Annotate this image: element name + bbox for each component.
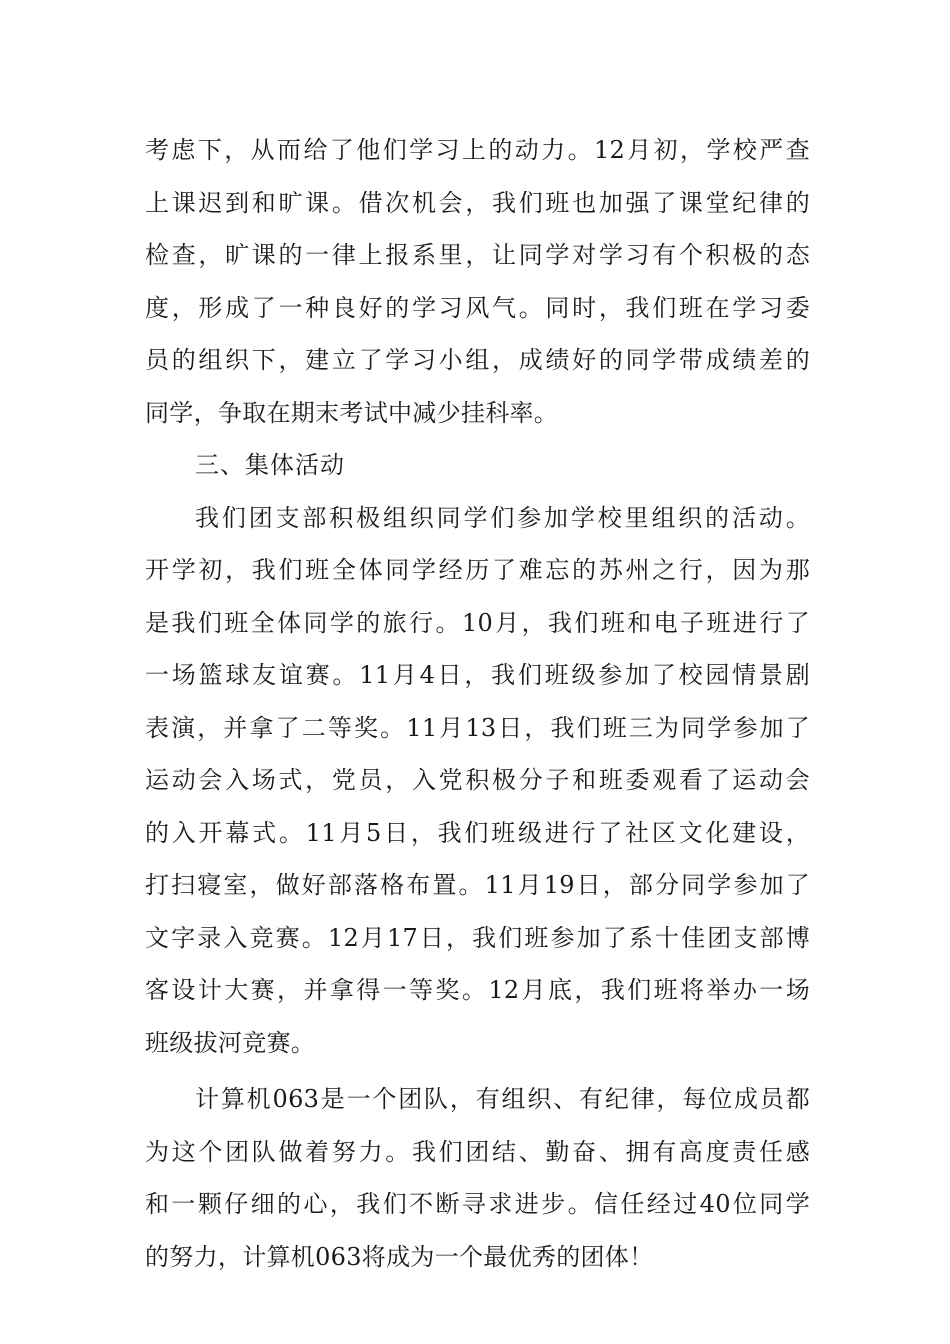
text-line: 计算机063是一个团队，有组织、有纪律，每位成员都 (195, 1085, 810, 1113)
text-line: 表演，并拿了二等奖。11月13日，我们班三为同学参加了 (145, 713, 810, 742)
text-line: 的入开幕式。11月5日，我们班级进行了社区文化建设， (145, 818, 810, 847)
text-line: 一场篮球友谊赛。11月4日，我们班级参加了校园情景剧 (145, 661, 810, 689)
text-line: 文字录入竞赛。12月17日，我们班参加了系十佳团支部博 (145, 923, 810, 952)
section-heading: 三、集体活动 (195, 451, 345, 479)
text-line: 为这个团队做着努力。我们团结、勤奋、拥有高度责任感 (145, 1137, 810, 1166)
text-line: 打扫寝室，做好部落格布置。11月19日，部分同学参加了 (145, 871, 810, 899)
text-line: 运动会入场式，党员，入党积极分子和班委观看了运动会 (145, 766, 810, 794)
paragraph-activities (145, 492, 810, 1070)
text-line: 的努力，计算机063将成为一个最优秀的团体！ (145, 1242, 654, 1271)
text-line: 检查，旷课的一律上报系里，让同学对学习有个积极的态 (145, 241, 810, 269)
text-line: 员的组织下，建立了学习小组，成绩好的同学带成绩差的 (145, 346, 810, 374)
text-line: 开学初，我们班全体同学经历了难忘的苏州之行，因为那 (145, 556, 810, 584)
text-line: 上课迟到和旷课。借次机会，我们班也加强了课堂纪律的 (145, 188, 810, 217)
document-page (145, 124, 810, 1283)
text-line: 考虑下，从而给了他们学习上的动力。12月初，学校严查 (145, 136, 810, 164)
text-line: 度，形成了一种良好的学习风气。同时，我们班在学习委 (145, 293, 810, 322)
text-line: 客设计大赛，并拿得一等奖。12月底，我们班将举办一场 (145, 976, 810, 1004)
text-line: 同学，争取在期末考试中减少挂科率。 (145, 398, 559, 427)
paragraph-study (145, 124, 810, 439)
text-line: 我们团支部积极组织同学们参加学校里组织的活动。 (195, 503, 810, 532)
text-line: 和一颗仔细的心，我们不断寻求进步。信任经过40位同学 (145, 1190, 810, 1218)
text-line: 班级拔河竞赛。 (145, 1028, 316, 1057)
paragraph-conclusion (145, 1073, 810, 1283)
text-line: 是我们班全体同学的旅行。10月，我们班和电子班进行了 (145, 608, 810, 637)
